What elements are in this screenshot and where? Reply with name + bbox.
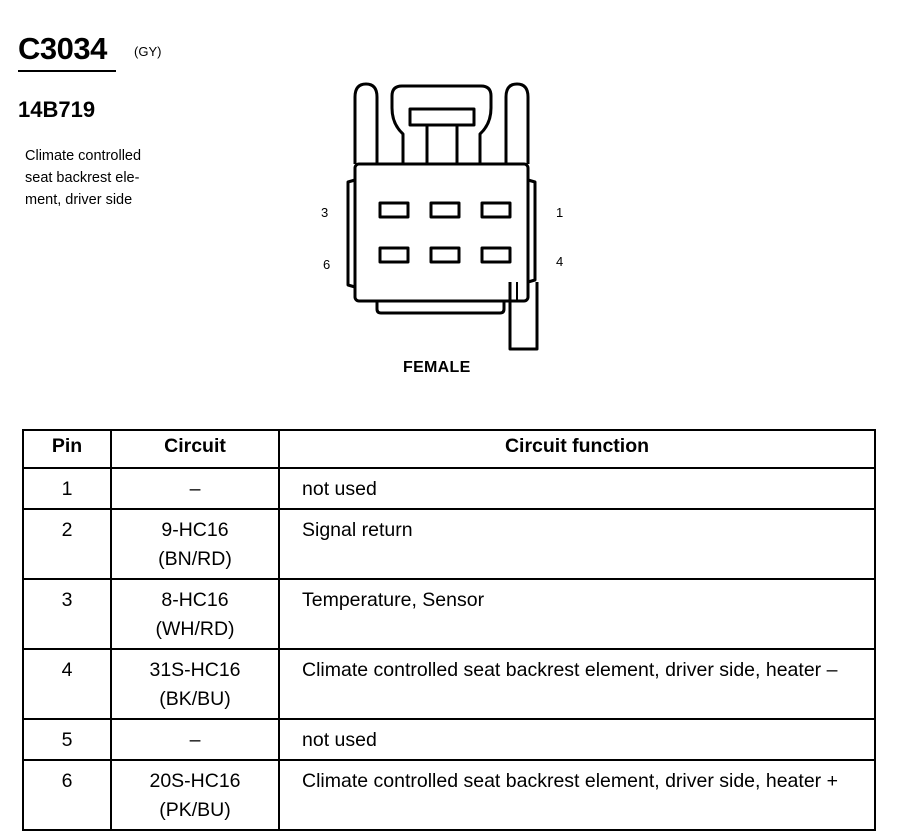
left-latch-tab xyxy=(355,84,377,164)
header-circuit-function: Circuit function xyxy=(279,430,875,468)
circuit-function: Climate controlled seat backrest element, driver side, heater – xyxy=(279,649,875,719)
pin-cavity-2 xyxy=(431,203,459,217)
description-line: ment, driver side xyxy=(25,192,133,208)
table-row xyxy=(23,509,875,579)
circuit-code: – xyxy=(189,729,201,751)
pin-label-3: 3 xyxy=(321,205,329,220)
pin-cavity-4 xyxy=(482,248,510,262)
header-circuit: Circuit xyxy=(111,430,279,468)
pin-cavity-3 xyxy=(380,203,408,217)
pin-cavity-1 xyxy=(482,203,510,217)
circuit-function: Signal return xyxy=(279,509,875,579)
table-header-row xyxy=(23,430,875,468)
circuit-code: 20S-HC16 xyxy=(149,770,241,792)
table-row xyxy=(23,719,875,760)
pin-label-1: 1 xyxy=(556,205,564,220)
circuit-function: not used xyxy=(279,719,875,760)
circuit-code: – xyxy=(189,478,201,500)
pin-number: 1 xyxy=(23,468,111,509)
description-line: Climate controlled xyxy=(25,148,142,164)
circuit-cell xyxy=(111,719,279,760)
pin-number: 3 xyxy=(23,579,111,649)
connector-face-diagram xyxy=(0,0,898,400)
circuit-cell xyxy=(111,760,279,830)
pin-number: 2 xyxy=(23,509,111,579)
part-number: 14B719 xyxy=(18,97,96,122)
pin-cavity-6 xyxy=(380,248,408,262)
circuit-code: 8-HC16 xyxy=(161,589,229,611)
pin-cavity-5 xyxy=(431,248,459,262)
table-row xyxy=(23,579,875,649)
connector-id: C3034 xyxy=(18,31,107,66)
header-pin: Pin xyxy=(23,430,111,468)
circuit-wire-color: (BN/RD) xyxy=(158,548,232,570)
lock-stem xyxy=(427,125,457,164)
circuit-cell xyxy=(111,509,279,579)
circuit-wire-color: (WH/RD) xyxy=(155,618,235,640)
connector-gender-label: FEMALE xyxy=(403,359,471,376)
circuit-code: 31S-HC16 xyxy=(149,659,241,681)
pinout-table xyxy=(22,429,876,831)
bottom-post xyxy=(510,282,537,349)
connector-body xyxy=(355,164,528,301)
table-row xyxy=(23,760,875,830)
pin-number: 6 xyxy=(23,760,111,830)
description-line: seat backrest ele- xyxy=(25,170,140,186)
circuit-code: 9-HC16 xyxy=(161,519,229,541)
circuit-function: Temperature, Sensor xyxy=(279,579,875,649)
lock-tab xyxy=(410,109,474,125)
connector-color-code: (GY) xyxy=(134,44,162,59)
pin-number: 5 xyxy=(23,719,111,760)
right-latch-tab xyxy=(506,84,528,164)
circuit-cell xyxy=(111,579,279,649)
circuit-cell xyxy=(111,649,279,719)
circuit-wire-color: (PK/BU) xyxy=(159,799,231,821)
circuit-function: Climate controlled seat backrest element, driver side, heater + xyxy=(279,760,875,830)
pin-label-6: 6 xyxy=(323,257,331,272)
pin-number: 4 xyxy=(23,649,111,719)
table-row xyxy=(23,468,875,509)
circuit-function: not used xyxy=(279,468,875,509)
circuit-wire-color: (BK/BU) xyxy=(159,688,231,710)
bottom-skirt xyxy=(377,301,504,313)
pin-label-4: 4 xyxy=(556,254,564,269)
circuit-cell xyxy=(111,468,279,509)
table-row xyxy=(23,649,875,719)
